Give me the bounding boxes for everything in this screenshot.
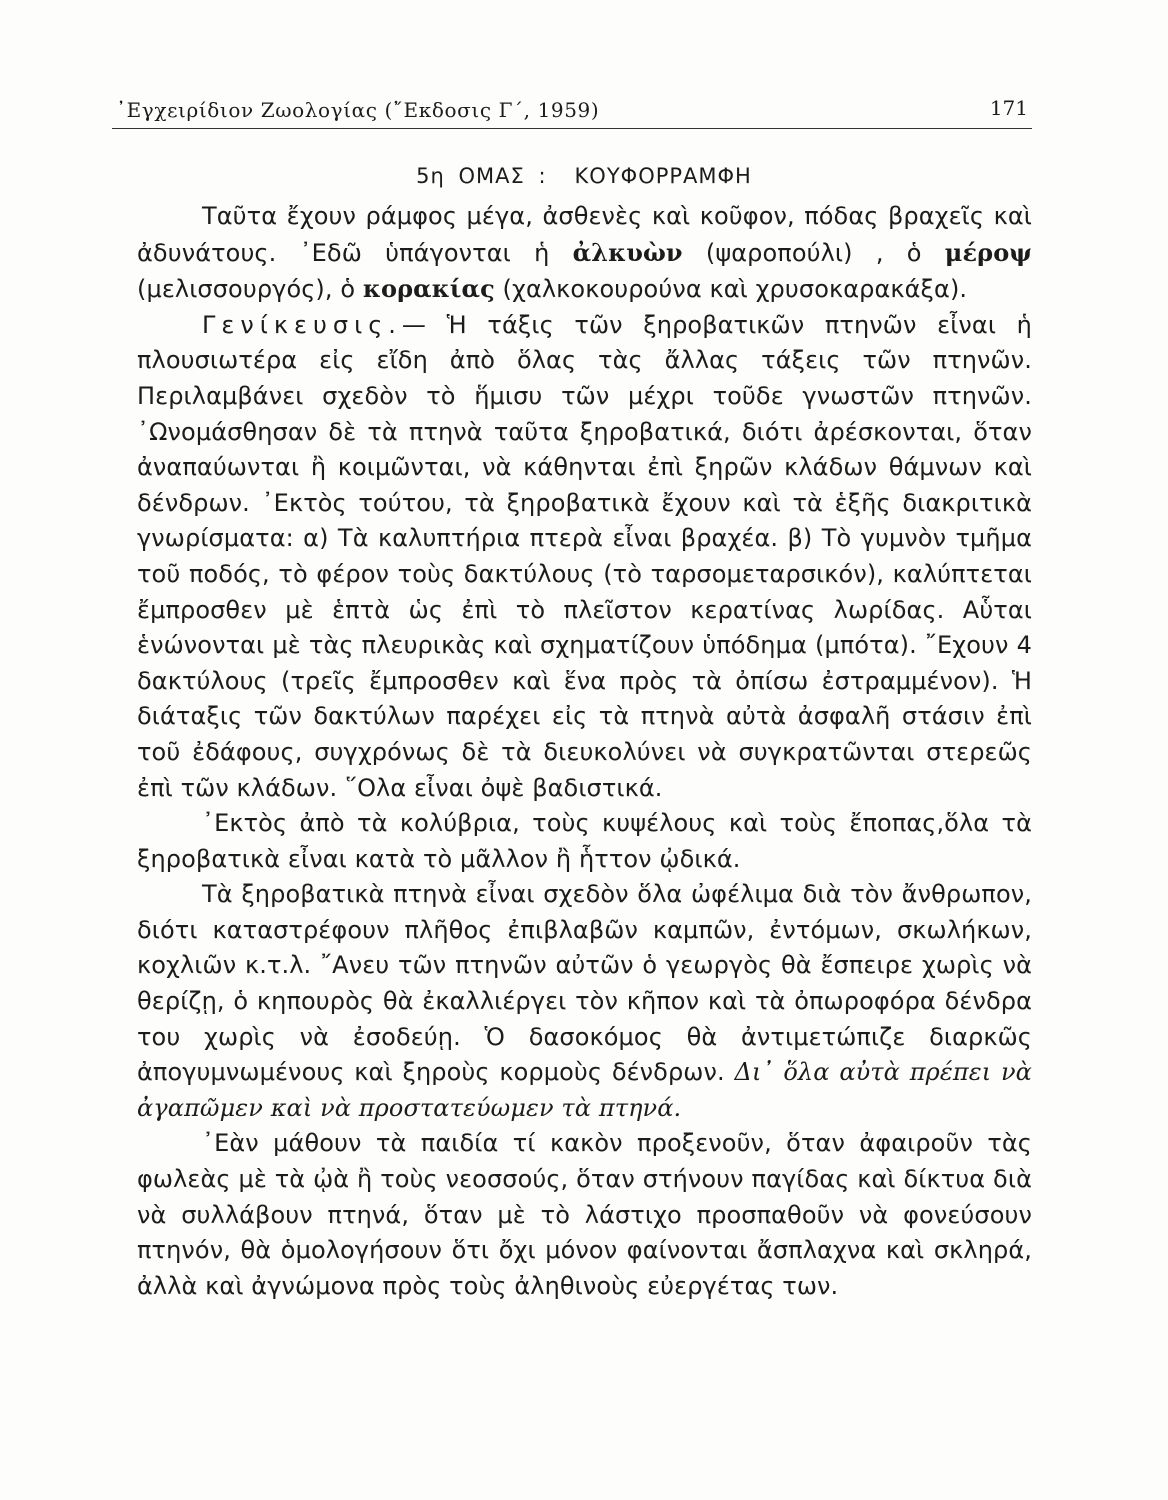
paragraph-1-text-a: Ταῦτα ἔχουν ράμφος μέγα, ἀσθενὲς καὶ κοῦφον, πόδας βραχεῖς καὶ ἀδυνάτους. ᾿Εδῶ ὑπάγονται ἡ [137,202,1032,267]
paragraph-4-text: Τὰ ξηροβατικὰ πτηνὰ εἶναι σχεδὸν ὅλα ὠφέλιμα διὰ τὸν ἄνθρωπον, διότι καταστρέφουν πλῆθος ἐπιβλαβῶν καμπῶν, ἐντόμων, σκωλήκων, κοχλιῶν κ.τ.λ. ῎Ανευ τῶν πτηνῶν αὐτῶν ὁ γεωργὸς θὰ ἔσπειρε χωρὶς νὰ θερίζῃ, ὁ κηπουρὸς θὰ ἐκαλλιέργει τὸν κῆπον καὶ τὰ ὀπωροφόρα δένδρα του χωρὶς νὰ ἐσοδεύῃ. Ὁ δασοκόμος θὰ ἀντιμετώπιζε διαρκῶς ἀπογυμνωμένους καὶ ξηροὺς κορμοὺς δένδρων. [137,880,1032,1087]
paragraph-1-text-c: (μελισσουργός), ὁ [137,275,363,304]
paragraph-4 [137,877,1032,1126]
paragraph-4-emphasis: Δι᾿ ὅλα αὐτὰ πρέπει νὰ ἀγαπῶμεν καὶ νὰ προστατεύωμεν τὰ πτηνά. [137,1058,1032,1122]
section-heading [0,164,1168,188]
paragraph-1 [137,199,1032,308]
group-label: 5η ΟΜΑΣ : [416,164,547,188]
group-name: ΚΟΥΦΟΡΡΑΜΦΗ [574,164,752,188]
running-head [112,92,1032,129]
body-text [137,199,1032,1304]
term-korakias: κορακίας [362,274,495,304]
paragraph-1-text-d: (χαλκοκουρούνα καὶ χρυσοκαρακάξα). [494,275,968,304]
generalization-lead: Γενίκευσις. [202,310,402,339]
paragraph-3: ᾿Εκτὸς ἀπὸ τὰ κολύβρια, τοὺς κυψέλους καὶ τοὺς ἔποπας,ὅλα τὰ ξηροβατικὰ εἶναι κατὰ τὸ μᾶλλον ἢ ἧττον ᾠδικά. [137,809,1032,873]
paragraph-1-text-b: (ψαροπούλι) , ὁ [682,238,945,267]
term-alkyon: ἀλκυὼν [572,237,683,267]
term-merops: μέροψ [944,237,1032,267]
paragraph-5: ᾿Εὰν μάθουν τὰ παιδία τί κακὸν προξενοῦν, ὅταν ἀφαιροῦν τὰς φωλεὰς μὲ τὰ ᾠὰ ἢ τοὺς νεοσσούς, ὅταν στήνουν παγίδας καὶ δίκτυα διὰ νὰ συλλάβουν πτηνά, ὅταν μὲ τὸ λάστιχο προσπαθοῦν νὰ φονεύσουν πτηνόν, θὰ ὁμολογήσουν ὅτι ὄχι μόνον φαίνονται ἄσπλαχνα καὶ σκληρά, ἀλλὰ καὶ ἀγνώμονα πρὸς τοὺς ἀληθινοὺς εὐεργέτας των. [137,1129,1032,1300]
paragraph-2 [137,308,1032,806]
page-number: 171 [989,96,1028,120]
running-title: ᾿Εγχειρίδιον Ζωολογίας (῎Εκδοσις Γ΄, 1959) [116,98,600,122]
paragraph-2-text: — Ἡ τάξις τῶν ξηροβατικῶν πτηνῶν εἶναι ἡ πλουσιωτέρα εἰς εἴδη ἀπὸ ὅλας τὰς ἄλλας τάξεις τῶν πτηνῶν. Περιλαμβάνει σχεδὸν τὸ ἥμισυ τῶν μέχρι τοῦδε γνωστῶν πτηνῶν. ᾿Ωνομάσθησαν δὲ τὰ πτηνὰ ταῦτα ξηροβατικά, διότι ἀρέσκονται, ὅταν ἀναπαύωνται ἢ κοιμῶνται, νὰ κάθηνται ἐπὶ ξηρῶν κλάδων θάμνων καὶ δένδρων. ᾿Εκτὸς τούτου, τὰ ξηροβατικὰ ἔχουν καὶ τὰ ἑξῆς διακριτικὰ γνωρίσματα: α) Τὰ καλυπτήρια πτερὰ εἶναι βραχέα. β) Τὸ γυμνὸν τμῆμα τοῦ ποδός, τὸ φέρον τοὺς δακτύλους (τὸ ταρσομεταρσικόν), καλύπτεται ἔμπροσθεν μὲ ἑπτὰ ὡς ἐπὶ τὸ πλεῖστον κερατίνας λωρίδας. Αὗται ἑνώνονται μὲ τὰς πλευρικὰς καὶ σχηματίζουν ὑπόδημα (μπότα). ῎Εχουν 4 δακτύλους (τρεῖς ἔμπροσθεν καὶ ἕνα πρὸς τὰ ὀπίσω ἐστραμμένον). Ἡ διάταξις τῶν δακτύλων παρέχει εἰς τὰ πτηνὰ αὐτὰ ἀσφαλῆ στάσιν ἐπὶ τοῦ ἐδάφους, συγχρόνως δὲ τὰ διευκολύνει νὰ συγκρατῶνται στερεῶς ἐπὶ τῶν κλάδων. ῞Ολα εἶναι ὀψὲ βαδιστικά. [137,310,1032,802]
